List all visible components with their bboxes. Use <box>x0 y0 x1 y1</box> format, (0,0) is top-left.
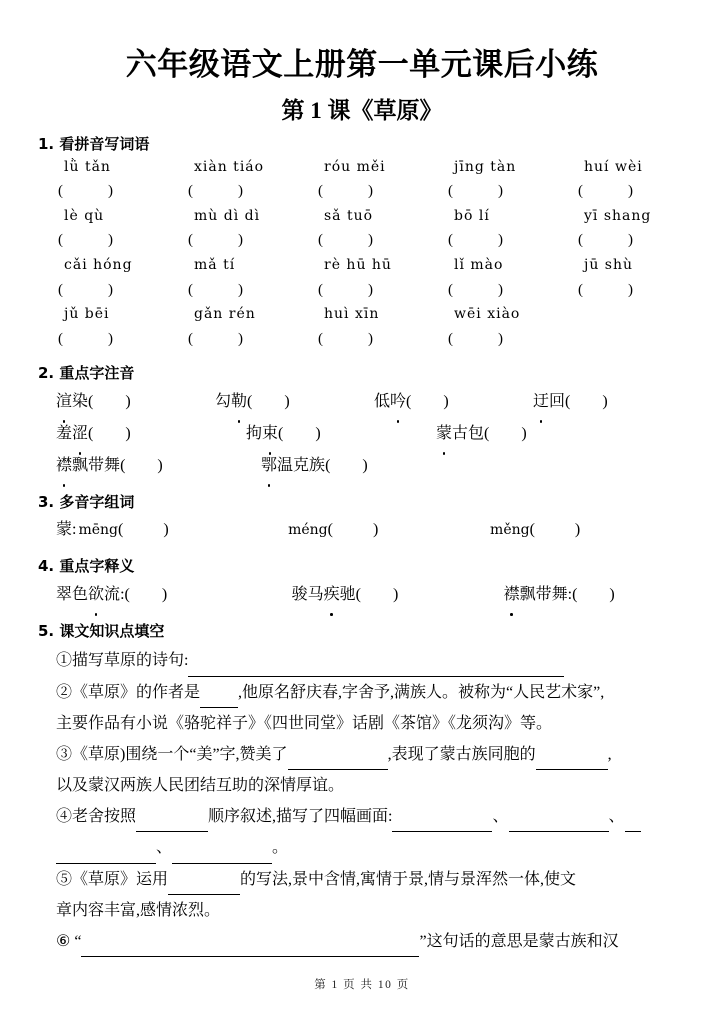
pinyin-cell <box>448 206 578 228</box>
char: 低 <box>374 392 391 410</box>
meaning-word <box>504 586 568 603</box>
emphasis-dot-char: 勒 <box>231 386 247 418</box>
answer-parentheses[interactable]: ( ) <box>58 281 113 298</box>
pinyin-text: lǐ mào <box>454 256 504 273</box>
question-4-sep-3: 、 <box>156 839 173 857</box>
meaning-word <box>56 586 120 603</box>
char: 拘 <box>246 424 263 442</box>
pinyin-cell <box>448 304 578 326</box>
question-3-marker: ③ <box>56 745 73 763</box>
pinyin-cell <box>318 157 448 179</box>
pinyin-text: jīng tàn <box>454 158 517 175</box>
question-5 <box>56 864 692 895</box>
question-3-line-2: 以及蒙汉两族人民团结互助的深情厚谊。 <box>56 777 345 795</box>
pinyin-text: rè hū hū <box>324 256 392 273</box>
answer-paren-cell[interactable] <box>58 228 188 254</box>
section-3-heading: 3. 多音字组词 <box>38 492 135 511</box>
answer-paren-row <box>58 228 692 254</box>
phonetic-word <box>436 425 484 442</box>
pinyin-cell <box>58 255 188 277</box>
answer-paren-cell[interactable] <box>58 278 188 304</box>
section-2-body <box>32 386 692 482</box>
answer-paren-cell[interactable] <box>188 228 318 254</box>
page-title: 六年级语文上册第一单元课后小练 <box>125 47 599 83</box>
question-3 <box>56 739 692 770</box>
answer-parentheses[interactable]: ( ) <box>88 424 131 442</box>
pinyin-text: lè qù <box>64 207 105 224</box>
pinyin-row <box>58 157 692 179</box>
phonetic-item <box>56 386 215 418</box>
answer-parentheses[interactable]: ( ) <box>188 232 243 249</box>
answer-parentheses[interactable]: ( ) <box>325 456 368 474</box>
answer-parentheses[interactable]: ( ) <box>355 585 399 603</box>
answer-parentheses[interactable]: ( ) <box>448 281 503 298</box>
pinyin-cell <box>58 157 188 179</box>
char: 勾 <box>215 392 232 410</box>
phonetic-item <box>436 418 626 450</box>
pinyin-cell <box>318 206 448 228</box>
answer-paren-cell[interactable] <box>578 278 708 304</box>
question-5-text-b: 的写法,景中含情,寓情于景,情与景浑然一体,使文 <box>240 870 577 888</box>
question-5-marker: ⑤ <box>56 870 73 888</box>
char: 克 <box>293 456 310 474</box>
pinyin-text: huí wèi <box>584 158 643 175</box>
question-3-text-b: ,表现了蒙古族同胞的 <box>387 745 536 763</box>
answer-paren-row <box>58 179 692 205</box>
phonetic-item <box>56 450 261 482</box>
answer-blank[interactable] <box>56 846 156 864</box>
answer-parentheses[interactable]: ( ) <box>118 521 169 539</box>
char: 舞 <box>551 585 568 603</box>
meaning-item <box>292 579 504 611</box>
answer-blank[interactable] <box>188 659 564 677</box>
answer-paren-row <box>58 327 692 353</box>
question-5-line-2: 章内容丰富,感情浓烈。 <box>56 901 221 919</box>
char: 飘 <box>519 585 536 603</box>
answer-parentheses[interactable]: ( ) <box>88 392 131 410</box>
answer-blank[interactable] <box>81 939 419 957</box>
char: 驰 <box>339 585 356 603</box>
pinyin-text: yī shang <box>584 207 652 224</box>
char: 染 <box>72 392 89 410</box>
colon: : <box>120 585 125 603</box>
answer-parentheses[interactable]: ( ) <box>188 281 243 298</box>
phonetic-item <box>374 386 533 418</box>
polyphone-reading: méng <box>288 522 328 539</box>
emphasis-dot-char: 束 <box>262 418 278 450</box>
question-6 <box>56 926 692 957</box>
answer-parentheses[interactable]: ( ) <box>188 183 243 200</box>
answer-paren-cell[interactable] <box>448 228 578 254</box>
emphasis-dot-char: 襟 <box>504 579 520 611</box>
pinyin-text: wēi xiào <box>454 306 521 323</box>
answer-parentheses[interactable]: ( ) <box>578 183 633 200</box>
answer-blank[interactable] <box>136 815 208 833</box>
pinyin-text: cǎi hóng <box>64 256 133 273</box>
answer-paren-cell[interactable] <box>188 179 318 205</box>
question-2-marker: ② <box>56 683 73 701</box>
pinyin-cell <box>448 255 578 277</box>
char: 流 <box>104 585 121 603</box>
meaning-row <box>32 579 692 611</box>
section-1-body <box>32 157 692 353</box>
phonetic-word <box>56 425 88 442</box>
char: 羞 <box>56 424 73 442</box>
emphasis-dot-char: 迂 <box>533 386 549 418</box>
answer-paren-cell[interactable] <box>448 179 578 205</box>
question-4-text-a: 老舍按照 <box>72 808 137 826</box>
page-subtitle: 第 1 课《草原》 <box>281 97 443 123</box>
phonetic-item <box>246 418 436 450</box>
section-4-body <box>32 579 692 611</box>
emphasis-dot-char: 蒙 <box>436 418 452 450</box>
char: 带 <box>535 585 552 603</box>
answer-paren-cell[interactable] <box>318 228 448 254</box>
emphasis-dot-char: 吟 <box>390 386 406 418</box>
question-6-quote-open: “ <box>74 933 82 951</box>
answer-parentheses[interactable]: ( ) <box>529 521 581 539</box>
section-2-heading: 2. 重点字注音 <box>38 364 135 383</box>
answer-blank[interactable] <box>168 877 240 895</box>
answer-parentheses[interactable]: ( ) <box>247 392 290 410</box>
answer-parentheses[interactable]: ( ) <box>572 585 615 603</box>
answer-parentheses[interactable]: ( ) <box>58 232 113 249</box>
pinyin-row <box>58 255 692 277</box>
pinyin-text: róu měi <box>324 158 386 175</box>
pinyin-cell <box>188 255 318 277</box>
question-4-sep-2: 、 <box>608 808 625 826</box>
char: 骏 <box>291 585 308 603</box>
pinyin-cell <box>58 206 188 228</box>
phonetic-item <box>261 450 466 482</box>
phonetic-row <box>32 450 692 482</box>
emphasis-dot-char: 欲 <box>88 579 104 611</box>
polyphone-item <box>288 514 490 546</box>
answer-blank[interactable] <box>172 846 272 864</box>
pinyin-cell <box>578 157 708 179</box>
answer-parentheses[interactable]: ( ) <box>327 521 379 539</box>
char: 包 <box>468 424 485 442</box>
pinyin-cell <box>188 157 318 179</box>
section-5-heading: 5. 课文知识点填空 <box>38 621 165 640</box>
question-4 <box>56 801 692 832</box>
polyphone-reading: mēng <box>78 522 118 539</box>
answer-paren-cell[interactable] <box>578 179 708 205</box>
phonetic-word <box>374 393 406 410</box>
pinyin-text: huì xīn <box>324 306 380 323</box>
answer-parentheses[interactable]: ( ) <box>124 585 168 603</box>
pinyin-text: jǔ bēi <box>64 306 110 323</box>
pinyin-text: jū shù <box>584 256 634 273</box>
char: 马 <box>307 585 324 603</box>
answer-blank[interactable] <box>392 815 492 833</box>
question-4-text-c: 。 <box>272 839 289 857</box>
answer-parentheses[interactable]: ( ) <box>448 183 503 200</box>
pinyin-text: bō lí <box>454 207 490 224</box>
pinyin-cell <box>578 255 708 277</box>
answer-paren-cell[interactable] <box>318 278 448 304</box>
answer-parentheses[interactable]: ( ) <box>448 330 503 347</box>
phonetic-word <box>56 393 88 410</box>
pinyin-cell <box>318 255 448 277</box>
pinyin-text: mǎ tí <box>194 256 236 273</box>
question-2-text-b: ,他原名舒庆春,字舍予,满族人。被称为“人民艺术家”, <box>238 683 605 701</box>
answer-parentheses[interactable]: ( ) <box>188 330 243 347</box>
pinyin-cell <box>188 304 318 326</box>
polyphone-row <box>32 514 692 546</box>
char: 飘 <box>72 456 89 474</box>
phonetic-word <box>56 457 120 474</box>
phonetic-item <box>215 386 374 418</box>
pinyin-text: lǜ tǎn <box>64 158 111 175</box>
answer-parentheses[interactable]: ( ) <box>484 424 527 442</box>
meaning-item <box>504 579 692 611</box>
answer-parentheses[interactable]: ( ) <box>120 456 163 474</box>
char: 翠 <box>56 585 73 603</box>
answer-blank[interactable] <box>200 690 238 708</box>
pinyin-row <box>58 304 692 326</box>
section-4-heading: 4. 重点字释义 <box>38 557 135 576</box>
char: 族 <box>309 456 326 474</box>
section-3-body <box>32 514 692 546</box>
question-1-text: 描写草原的诗句: <box>72 652 189 670</box>
answer-parentheses[interactable]: ( ) <box>318 183 373 200</box>
question-5-text-a: 《草原》运用 <box>72 870 169 888</box>
question-4-marker: ④ <box>56 808 73 826</box>
polyphone-item <box>490 514 692 546</box>
answer-paren-cell[interactable] <box>188 327 318 353</box>
question-1-marker: ① <box>56 652 73 670</box>
pinyin-text: mù dì dì <box>194 207 261 224</box>
phonetic-word <box>533 393 565 410</box>
pinyin-cell <box>188 206 318 228</box>
answer-paren-cell[interactable] <box>318 327 448 353</box>
char: 舞 <box>104 456 121 474</box>
question-2 <box>56 677 692 708</box>
phonetic-word <box>246 425 278 442</box>
meaning-word <box>292 586 356 603</box>
phonetic-row <box>32 386 692 418</box>
char: 回 <box>549 392 566 410</box>
question-2-text-a: 《草原》的作者是 <box>72 683 201 701</box>
answer-paren-cell[interactable] <box>58 327 188 353</box>
answer-paren-cell[interactable] <box>448 278 578 304</box>
pinyin-text: xiàn tiáo <box>194 158 265 175</box>
answer-parentheses[interactable]: ( ) <box>318 330 373 347</box>
section-1-heading: 1. 看拼音写词语 <box>38 135 150 154</box>
answer-blank[interactable] <box>509 815 609 833</box>
answer-parentheses[interactable]: ( ) <box>318 232 373 249</box>
meaning-item <box>56 579 292 611</box>
polyphone-item <box>78 514 288 546</box>
emphasis-dot-char: 襟 <box>56 450 72 482</box>
answer-parentheses[interactable]: ( ) <box>406 392 449 410</box>
answer-paren-row <box>58 278 692 304</box>
answer-parentheses[interactable]: ( ) <box>58 183 113 200</box>
polyphone-label: 蒙: <box>56 521 77 539</box>
emphasis-dot-char: 涩 <box>72 418 88 450</box>
answer-parentheses[interactable]: ( ) <box>278 424 321 442</box>
question-4-text-b: 顺序叙述,描写了四幅画面: <box>208 808 393 826</box>
section-5-body <box>32 643 692 957</box>
answer-parentheses[interactable]: ( ) <box>58 330 113 347</box>
phonetic-word <box>215 393 247 410</box>
char: 温 <box>277 456 294 474</box>
question-6-marker: ⑥ <box>56 933 71 951</box>
phonetic-row <box>32 418 692 450</box>
emphasis-dot-char: 鄂 <box>261 450 277 482</box>
phonetic-item <box>56 418 246 450</box>
pinyin-text: sǎ tuō <box>324 207 374 224</box>
answer-blank[interactable] <box>536 752 608 770</box>
answer-paren-cell[interactable] <box>188 278 318 304</box>
pinyin-cell <box>318 304 448 326</box>
answer-paren-cell[interactable] <box>58 179 188 205</box>
question-3-text-c: , <box>607 745 612 763</box>
answer-parentheses[interactable]: ( ) <box>318 281 373 298</box>
answer-parentheses[interactable]: ( ) <box>578 281 633 298</box>
pinyin-cell <box>448 157 578 179</box>
answer-parentheses[interactable]: ( ) <box>578 232 633 249</box>
question-6-text: 这句话的意思是蒙古族和汉 <box>426 933 619 951</box>
answer-paren-cell[interactable] <box>318 179 448 205</box>
char: 带 <box>88 456 105 474</box>
question-2-line-2: 主要作品有小说《骆驼祥子》《四世同堂》话剧《茶馆》《龙须沟》等。 <box>56 714 553 732</box>
answer-blank[interactable] <box>288 752 388 770</box>
emphasis-dot-char: 渲 <box>56 386 72 418</box>
question-4-sep-1: 、 <box>492 808 509 826</box>
question-3-text-a: 《草原)围绕一个“美”字,赞美了 <box>72 745 288 763</box>
answer-paren-cell[interactable] <box>448 327 578 353</box>
answer-parentheses[interactable]: ( ) <box>565 392 608 410</box>
question-4-line-2 <box>56 832 692 863</box>
char: 色 <box>72 585 89 603</box>
answer-parentheses[interactable]: ( ) <box>448 232 503 249</box>
phonetic-item <box>533 386 692 418</box>
pinyin-cell <box>578 206 708 228</box>
emphasis-dot-char: 疾 <box>324 579 340 611</box>
pinyin-text: gǎn rén <box>194 306 256 323</box>
char: 古 <box>452 424 469 442</box>
question-1 <box>56 645 692 676</box>
polyphone-reading: měng <box>490 522 530 539</box>
answer-paren-cell[interactable] <box>578 228 708 254</box>
answer-blank[interactable] <box>625 815 641 833</box>
pinyin-cell <box>58 304 188 326</box>
phonetic-word <box>261 457 325 474</box>
colon: : <box>567 585 573 603</box>
page-footer: 第 1 页 共 10 页 <box>314 979 410 991</box>
pinyin-row <box>58 206 692 228</box>
question-6-quote-close: ” <box>419 933 427 951</box>
